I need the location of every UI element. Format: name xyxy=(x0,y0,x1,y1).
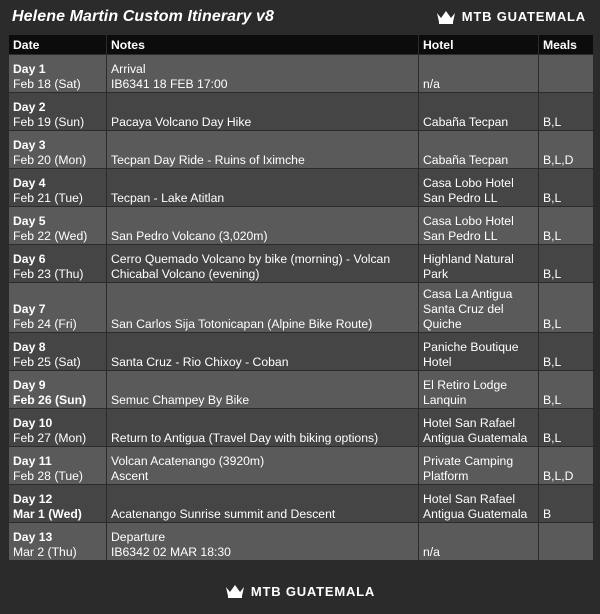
column-header-hotel: Hotel xyxy=(419,35,539,55)
notes-cell xyxy=(107,131,419,169)
crown-icon xyxy=(436,10,456,24)
date-label: Feb 27 (Mon) xyxy=(13,431,87,445)
meals-cell xyxy=(539,55,594,93)
hotel-line: Antigua Guatemala xyxy=(423,431,528,445)
column-header-meals: Meals xyxy=(539,35,594,55)
date-label: Feb 26 (Sun) xyxy=(13,393,87,407)
date-cell xyxy=(9,207,107,245)
meals-cell: B,L xyxy=(539,207,594,245)
hotel-line: Hotel San Rafael xyxy=(423,416,516,430)
meals-cell: B,L xyxy=(539,283,594,333)
date-label: Feb 18 (Sat) xyxy=(13,77,81,91)
itinerary-title: Helene Martin Custom Itinerary v8 xyxy=(12,8,275,25)
date-cell xyxy=(9,245,107,283)
hotel-cell xyxy=(419,283,539,333)
table-row xyxy=(9,131,594,169)
hotel-cell xyxy=(419,93,539,131)
meals-cell: B,L xyxy=(539,93,594,131)
column-header-notes: Notes xyxy=(107,35,419,55)
date-cell xyxy=(9,131,107,169)
notes-cell xyxy=(107,169,419,207)
notes-line: Volcan Acatenango (3920m) xyxy=(111,454,265,468)
hotel-line: Quiche xyxy=(423,317,462,331)
meals-cell: B,L,D xyxy=(539,447,594,485)
column-header-date: Date xyxy=(9,35,107,55)
meals-cell: B xyxy=(539,485,594,523)
hotel-cell xyxy=(419,333,539,371)
table-row xyxy=(9,283,594,333)
table-row xyxy=(9,485,594,523)
hotel-line: San Pedro LL xyxy=(423,191,498,205)
notes-line: Santa Cruz - Rio Chixoy - Coban xyxy=(111,355,289,369)
date-cell xyxy=(9,283,107,333)
table-row xyxy=(9,523,594,561)
day-label: Day 1 xyxy=(13,62,46,76)
hotel-line: Platform xyxy=(423,469,469,483)
meals-cell: B,L,D xyxy=(539,131,594,169)
day-label: Day 2 xyxy=(13,100,46,114)
notes-cell xyxy=(107,333,419,371)
notes-line: Return to Antigua (Travel Day with biking options) xyxy=(111,431,379,445)
date-cell xyxy=(9,485,107,523)
hotel-line: Cabaña Tecpan xyxy=(423,153,509,167)
notes-line: Tecpan Day Ride - Ruins of Iximche xyxy=(111,153,305,167)
table-row xyxy=(9,93,594,131)
date-cell xyxy=(9,93,107,131)
date-label: Feb 23 (Thu) xyxy=(13,267,84,281)
footer-brand-name: MTB GUATEMALA xyxy=(250,583,376,599)
day-label: Day 10 xyxy=(13,416,53,430)
hotel-line: Hotel xyxy=(423,355,452,369)
table-row xyxy=(9,55,594,93)
hotel-line: Lanquin xyxy=(423,393,467,407)
table-row xyxy=(9,207,594,245)
notes-cell xyxy=(107,55,419,93)
itinerary-body xyxy=(9,55,594,561)
notes-line: Tecpan - Lake Atitlan xyxy=(111,191,225,205)
table-row xyxy=(9,333,594,371)
date-label: Feb 20 (Mon) xyxy=(13,153,87,167)
hotel-line: Highland Natural xyxy=(423,252,514,266)
notes-line: Chicabal Volcano (evening) xyxy=(111,267,260,281)
day-label: Day 6 xyxy=(13,252,46,266)
hotel-line: Cabaña Tecpan xyxy=(423,115,509,129)
hotel-cell xyxy=(419,207,539,245)
notes-cell xyxy=(107,447,419,485)
day-label: Day 13 xyxy=(13,530,53,544)
hotel-line: Casa La Antigua xyxy=(423,287,513,301)
hotel-line: Antigua Guatemala xyxy=(423,507,528,521)
table-row xyxy=(9,169,594,207)
day-label: Day 11 xyxy=(13,454,52,468)
hotel-line: n/a xyxy=(423,545,440,559)
notes-cell xyxy=(107,245,419,283)
meals-cell xyxy=(539,523,594,561)
hotel-line: Park xyxy=(423,267,449,281)
hotel-line: Paniche Boutique xyxy=(423,340,519,354)
date-label: Feb 25 (Sat) xyxy=(13,355,81,369)
date-cell xyxy=(9,523,107,561)
notes-line: Acatenango Sunrise summit and Descent xyxy=(111,507,336,521)
date-cell xyxy=(9,55,107,93)
date-cell xyxy=(9,169,107,207)
table-row xyxy=(9,371,594,409)
hotel-line: Private Camping xyxy=(423,454,514,468)
table-row xyxy=(9,245,594,283)
day-label: Day 5 xyxy=(13,214,46,228)
hotel-line: n/a xyxy=(423,77,440,91)
hotel-cell xyxy=(419,447,539,485)
notes-line: Departure xyxy=(111,530,166,544)
hotel-cell xyxy=(419,245,539,283)
notes-cell xyxy=(107,523,419,561)
hotel-line: El Retiro Lodge xyxy=(423,378,508,392)
hotel-line: San Pedro LL xyxy=(423,229,498,243)
day-label: Day 3 xyxy=(13,138,46,152)
footer-brand xyxy=(0,578,600,604)
day-label: Day 7 xyxy=(13,302,46,316)
date-cell xyxy=(9,371,107,409)
hotel-cell xyxy=(419,523,539,561)
meals-cell: B,L xyxy=(539,333,594,371)
meals-cell: B,L xyxy=(539,371,594,409)
hotel-cell xyxy=(419,169,539,207)
footer-crown-icon xyxy=(225,584,245,598)
notes-cell xyxy=(107,207,419,245)
date-cell xyxy=(9,333,107,371)
notes-line: Cerro Quemado Volcano by bike (morning) - Volcan xyxy=(111,252,391,266)
hotel-cell xyxy=(419,485,539,523)
hotel-line: Casa Lobo Hotel xyxy=(423,214,514,228)
notes-line: Ascent xyxy=(111,469,149,483)
meals-cell: B,L xyxy=(539,245,594,283)
notes-line: San Carlos Sija Totonicapan (Alpine Bike Route) xyxy=(111,317,373,331)
notes-line: Semuc Champey By Bike xyxy=(111,393,250,407)
day-label: Day 4 xyxy=(13,176,46,190)
brand-logo xyxy=(436,9,586,24)
day-label: Day 8 xyxy=(13,340,46,354)
notes-cell xyxy=(107,485,419,523)
notes-line: Pacaya Volcano Day Hike xyxy=(111,115,252,129)
notes-cell xyxy=(107,93,419,131)
table-row xyxy=(9,409,594,447)
hotel-line: Santa Cruz del xyxy=(423,302,504,316)
hotel-line: Hotel San Rafael xyxy=(423,492,516,506)
notes-line: IB6341 18 FEB 17:00 xyxy=(111,77,228,91)
date-label: Feb 24 (Fri) xyxy=(13,317,77,331)
date-label: Feb 28 (Tue) xyxy=(13,469,83,483)
hotel-cell xyxy=(419,55,539,93)
table-row xyxy=(9,447,594,485)
meals-cell: B,L xyxy=(539,409,594,447)
date-label: Mar 1 (Wed) xyxy=(13,507,82,521)
itinerary-table xyxy=(8,34,594,561)
notes-cell xyxy=(107,283,419,333)
notes-line: IB6342 02 MAR 18:30 xyxy=(111,545,231,559)
date-label: Mar 2 (Thu) xyxy=(13,545,77,559)
table-header-row xyxy=(9,35,594,55)
brand-name: MTB GUATEMALA xyxy=(461,9,586,24)
hotel-cell xyxy=(419,371,539,409)
day-label: Day 12 xyxy=(13,492,53,506)
hotel-cell xyxy=(419,409,539,447)
day-label: Day 9 xyxy=(13,378,46,392)
date-cell xyxy=(9,409,107,447)
notes-cell xyxy=(107,371,419,409)
date-label: Feb 22 (Wed) xyxy=(13,229,88,243)
notes-line: Arrival xyxy=(111,62,146,76)
header xyxy=(0,0,600,34)
date-label: Feb 21 (Tue) xyxy=(13,191,83,205)
notes-cell xyxy=(107,409,419,447)
hotel-cell xyxy=(419,131,539,169)
date-label: Feb 19 (Sun) xyxy=(13,115,85,129)
notes-line: San Pedro Volcano (3,020m) xyxy=(111,229,268,243)
date-cell xyxy=(9,447,107,485)
meals-cell: B,L xyxy=(539,169,594,207)
hotel-line: Casa Lobo Hotel xyxy=(423,176,514,190)
